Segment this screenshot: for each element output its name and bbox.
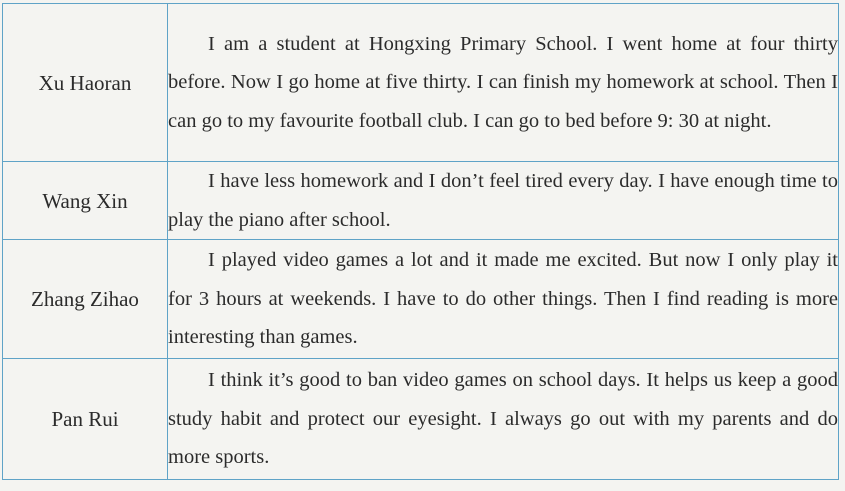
student-name: Pan Rui [3, 359, 168, 480]
table-row [3, 4, 839, 162]
student-statement: I have less homework and I don’t feel tired every day. I have enough time to play the piano after school. [168, 162, 839, 240]
table-row [3, 162, 839, 240]
table-row [3, 240, 839, 359]
student-name: Zhang Zihao [3, 240, 168, 359]
student-statement: I think it’s good to ban video games on school days. It helps us keep a good study habit and protect our eyesight. I always go out with my parents and do more sports. [168, 359, 839, 480]
student-name: Wang Xin [3, 162, 168, 240]
table-row [3, 359, 839, 480]
student-name: Xu Haoran [3, 4, 168, 162]
opinions-table [2, 3, 839, 480]
student-statement: I am a student at Hongxing Primary School. I went home at four thirty before. Now I go home at five thirty. I can finish my homework at school. Then I can go to my favourite football club. I can go to bed before 9: 30 at night. [168, 4, 839, 162]
student-statement: I played video games a lot and it made me excited. But now I only play it for 3 hours at weekends. I have to do other things. Then I find reading is more interesting than games. [168, 240, 839, 359]
